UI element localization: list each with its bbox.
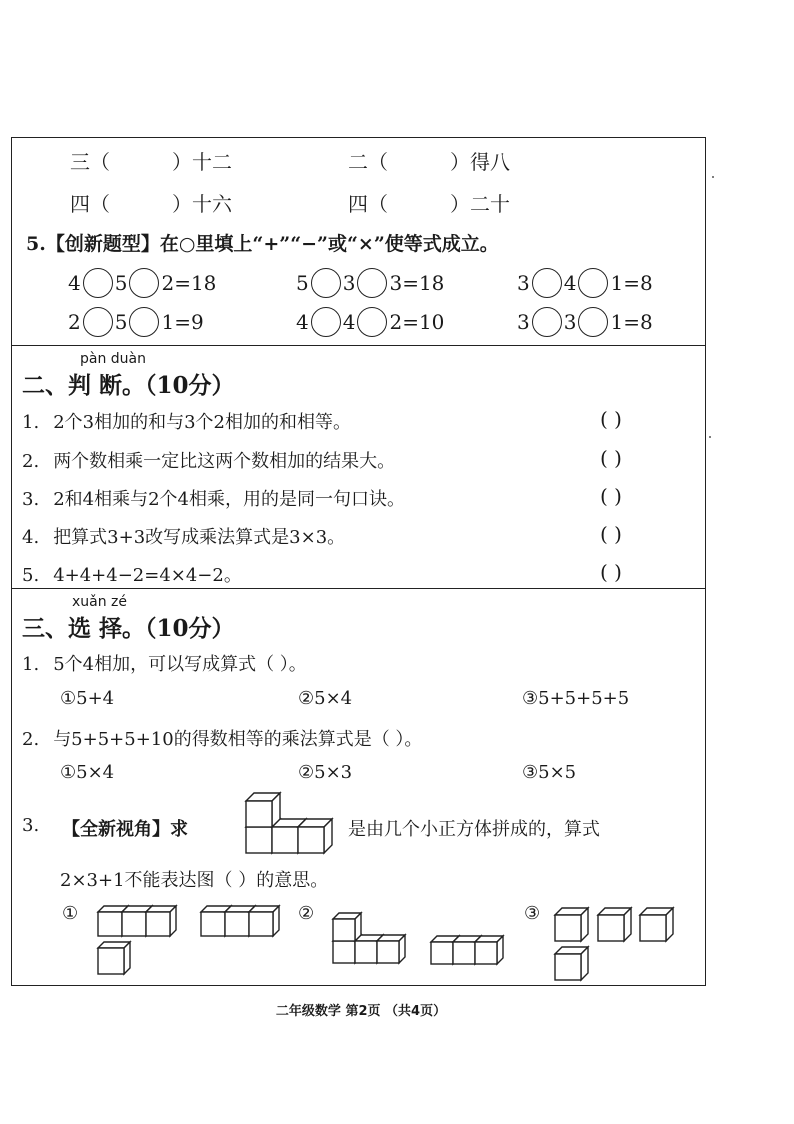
- operator-circle[interactable]: [532, 307, 562, 337]
- cube-figure-option3-d: [555, 947, 595, 981]
- choice-q3-post: 是由几个小正方体拼成的，算式: [348, 819, 600, 840]
- cube-figure-option3-c: [640, 908, 680, 942]
- cube-front-face: [201, 912, 225, 936]
- q5-equation: 3 4 1=8: [517, 268, 653, 298]
- cube-front-face: [598, 915, 624, 941]
- cube-front-face: [355, 941, 377, 963]
- operator-circle[interactable]: [578, 307, 608, 337]
- cube-front-face: [555, 954, 581, 980]
- section3-title: 三、选 择。（10分）: [22, 615, 235, 642]
- cube-side-face: [170, 906, 176, 936]
- option[interactable]: ②: [298, 903, 315, 924]
- q5-equation: 2 5 1=9: [68, 307, 204, 337]
- choice-q1: 1. 5个4相加，可以写成算式（ ）。: [22, 654, 307, 675]
- choice-q3-num: 3.: [22, 815, 40, 836]
- cube-side-face: [355, 913, 361, 941]
- answer-blank[interactable]: ( ): [600, 560, 622, 584]
- operator-circle[interactable]: [532, 268, 562, 298]
- option[interactable]: ②5×4: [298, 688, 353, 709]
- cube-front-face: [298, 827, 324, 853]
- cube-side-face: [399, 935, 405, 963]
- cube-figure-option3-b: [598, 908, 638, 942]
- option[interactable]: ①: [62, 903, 79, 924]
- cube-front-face: [377, 941, 399, 963]
- cube-front-face: [98, 948, 124, 974]
- option[interactable]: ③5×5: [522, 762, 577, 783]
- choice-q3-pre: 【全新视角】求: [62, 819, 188, 840]
- operator-circle[interactable]: [357, 268, 387, 298]
- fill-row-2b: 四（ ）二十: [348, 192, 510, 216]
- page-footer: 二年级数学 第2页 （共4页）: [275, 1004, 447, 1019]
- q5-equation: 5 3 3=18: [296, 268, 444, 298]
- cube-figure-question: [246, 793, 342, 851]
- option[interactable]: ①5×4: [60, 762, 115, 783]
- operator-circle[interactable]: [129, 307, 159, 337]
- cube-front-face: [640, 915, 666, 941]
- cube-side-face: [273, 906, 279, 936]
- operator-circle[interactable]: [129, 268, 159, 298]
- fill-row-1b: 二（ ）得八: [348, 150, 510, 174]
- section-divider: [11, 345, 706, 346]
- q5-title: 5.【创新题型】在○里填上“+”“−”或“×”使等式成立。: [26, 233, 499, 255]
- operator-circle[interactable]: [311, 268, 341, 298]
- answer-blank[interactable]: ( ): [600, 484, 622, 508]
- cube-front-face: [225, 912, 249, 936]
- cube-front-face: [146, 912, 170, 936]
- answer-blank[interactable]: ( ): [600, 407, 622, 431]
- q5-equation: 3 3 1=8: [517, 307, 653, 337]
- cube-figure-option3-a: [555, 908, 595, 942]
- cube-figure-option2-left: [333, 913, 413, 967]
- cube-front-face: [98, 912, 122, 936]
- operator-circle[interactable]: [83, 268, 113, 298]
- judge-item: 3. 2和4相乘与2个4相乘，用的是同一句口诀。: [22, 489, 405, 510]
- choice-q2: 2. 与5+5+5+10的得数相等的乘法算式是（ ）。: [22, 729, 423, 750]
- cube-figure-option1-top-left: [98, 906, 184, 936]
- judge-item: 4. 把算式3+3改写成乘法算式是3×3。: [22, 527, 346, 548]
- section-divider: [11, 588, 706, 589]
- option[interactable]: ②5×3: [298, 762, 353, 783]
- scan-speck: [709, 436, 711, 438]
- cube-figure-option2-right: [431, 936, 511, 968]
- option[interactable]: ①5+4: [60, 688, 115, 709]
- q5-equation: 4 4 2=10: [296, 307, 444, 337]
- cube-front-face: [431, 942, 453, 964]
- option[interactable]: ③5+5+5+5: [522, 688, 630, 709]
- cube-front-face: [333, 941, 355, 963]
- cube-front-face: [246, 801, 272, 827]
- q5-equation: 4 5 2=18: [68, 268, 216, 298]
- section2-title: 二、判 断。（10分）: [22, 372, 235, 399]
- cube-front-face: [246, 827, 272, 853]
- option[interactable]: ③: [524, 903, 541, 924]
- cube-side-face: [497, 936, 503, 964]
- answer-blank[interactable]: ( ): [600, 446, 622, 470]
- judge-item: 1. 2个3相加的和与3个2相加的和相等。: [22, 412, 351, 433]
- section2-pinyin: pàn duàn: [80, 351, 147, 367]
- answer-blank[interactable]: ( ): [600, 522, 622, 546]
- operator-circle[interactable]: [578, 268, 608, 298]
- scan-speck: [712, 176, 714, 178]
- fill-row-1a: 三（ ）十二: [70, 150, 232, 174]
- operator-circle[interactable]: [357, 307, 387, 337]
- judge-item: 5. 4+4+4−2=4×4−2。: [22, 565, 242, 586]
- cube-front-face: [453, 942, 475, 964]
- operator-circle[interactable]: [311, 307, 341, 337]
- choice-q3-line2: 2×3+1不能表达图（ ）的意思。: [60, 870, 329, 891]
- cube-figure-option1-top-right: [201, 906, 287, 936]
- section3-pinyin: xuǎn zé: [72, 594, 128, 610]
- cube-front-face: [249, 912, 273, 936]
- cube-side-face: [124, 942, 130, 974]
- fill-row-2a: 四（ ）十六: [70, 192, 232, 216]
- cube-front-face: [333, 919, 355, 941]
- judge-item: 2. 两个数相乘一定比这两个数相加的结果大。: [22, 451, 396, 472]
- cube-front-face: [475, 942, 497, 964]
- cube-front-face: [122, 912, 146, 936]
- operator-circle[interactable]: [83, 307, 113, 337]
- cube-front-face: [272, 827, 298, 853]
- cube-front-face: [555, 915, 581, 941]
- cube-figure-option1-bottom: [98, 942, 134, 974]
